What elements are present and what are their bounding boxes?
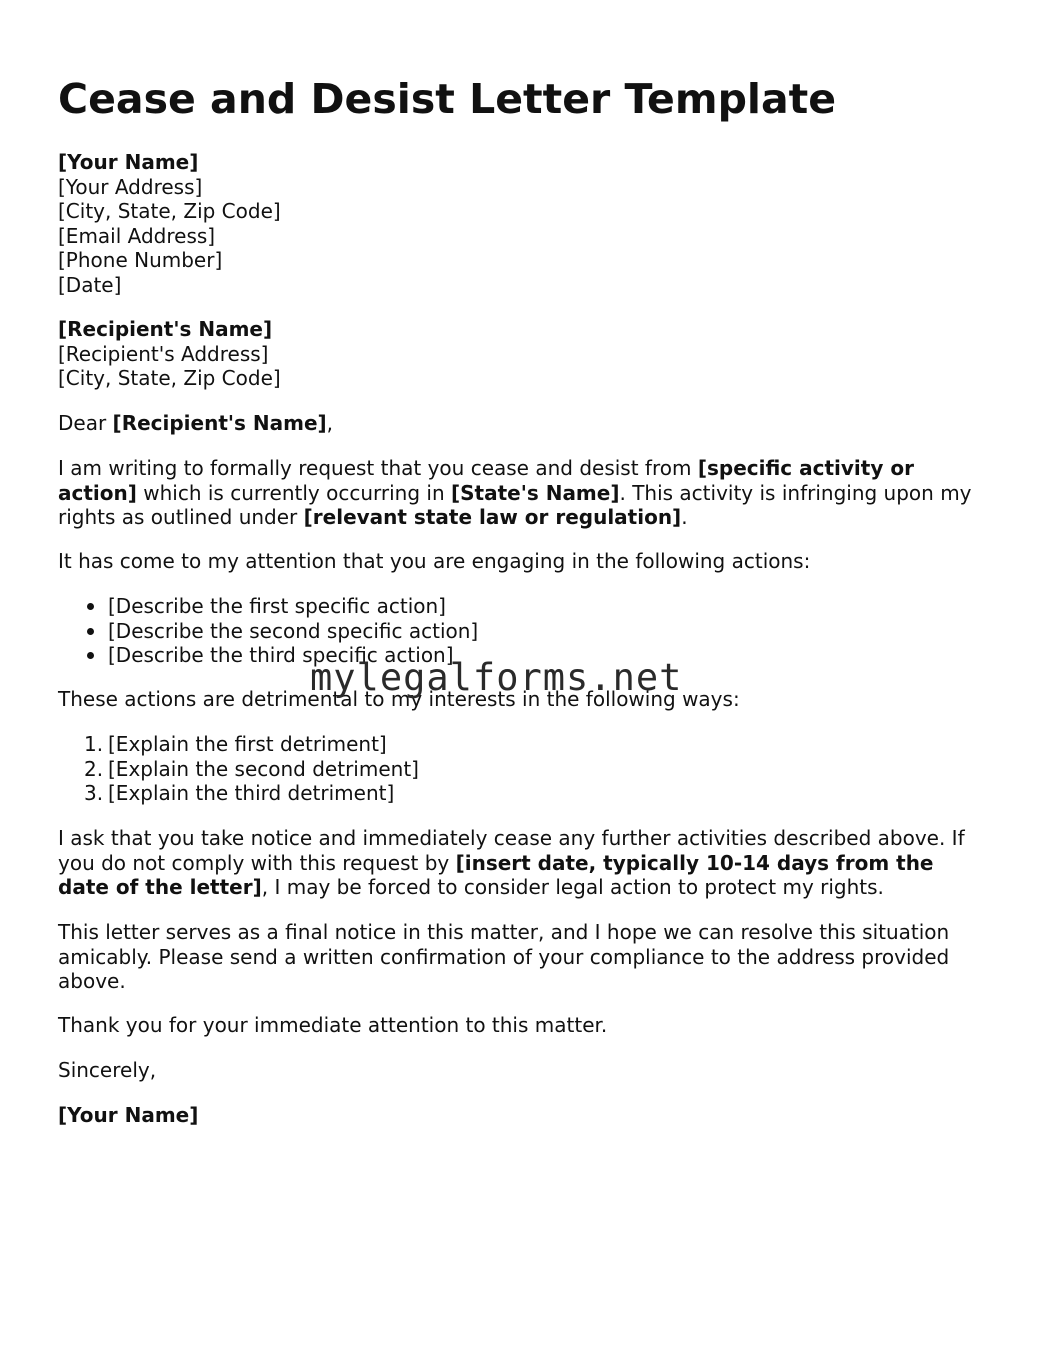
- salutation: [58, 411, 998, 436]
- list-item: [Describe the first specific action]: [58, 594, 998, 619]
- detriments-list: [58, 732, 998, 806]
- p1-bold-state: [State's Name]: [450, 480, 620, 505]
- closing-text: Sincerely,: [58, 1058, 157, 1082]
- p6-text: Thank you for your immediate attention to this matter.: [58, 1013, 608, 1037]
- page-title: Cease and Desist Letter Template: [58, 75, 837, 123]
- salutation-prefix: Dear: [58, 411, 113, 435]
- p4-text-1: you do not comply with this request by: [58, 850, 456, 875]
- list-item: [58, 757, 998, 782]
- sender-phone: [Phone Number]: [58, 248, 223, 272]
- p2-text: It has come to my attention that you are engaging in the following actions:: [58, 549, 811, 573]
- sender-block: [58, 150, 998, 297]
- list-item-text: [Explain the first detriment]: [108, 732, 387, 756]
- sender-city: [City, State, Zip Code]: [58, 199, 281, 223]
- p5-line-3: above.: [58, 969, 126, 993]
- p4-text-2: , I may be forced to consider legal action to protect my rights.: [261, 875, 884, 899]
- list-item: [58, 732, 998, 757]
- p3-text: These actions are detrimental to my interests in the following ways:: [58, 687, 740, 711]
- salutation-name: [Recipient's Name]: [112, 411, 327, 435]
- p4-line-1: I ask that you take notice and immediately cease any further activities described above. If: [58, 826, 965, 850]
- p5-line-1: This letter serves as a final notice in this matter, and I hope we can resolve this situation: [58, 920, 950, 944]
- recipient-name: [Recipient's Name]: [58, 317, 273, 341]
- list-number: 1.: [84, 732, 104, 756]
- paragraph-notice: [58, 826, 998, 900]
- sender-address: [Your Address]: [58, 174, 203, 199]
- signature: [58, 1103, 998, 1128]
- watermark-text: mylegalforms.net: [310, 656, 683, 699]
- paragraph-request: [58, 456, 998, 530]
- paragraph-attention: [58, 549, 998, 574]
- p1-text-1: I am writing to formally request that you cease and desist from: [58, 456, 698, 480]
- paragraph-final-notice: [58, 920, 998, 994]
- p1-bold-activity-end: action]: [58, 480, 137, 505]
- list-number: 3.: [84, 781, 104, 805]
- p1-bold-activity: [specific activity or: [697, 456, 914, 480]
- list-item: [58, 781, 998, 806]
- p1-bold-law: [relevant state law or regulation]: [303, 505, 682, 529]
- p1-text-4: rights as outlined under: [58, 505, 304, 529]
- closing: [58, 1058, 998, 1083]
- list-item: [Describe the second specific action]: [58, 619, 998, 644]
- signature-name: [Your Name]: [58, 1103, 199, 1127]
- recipient-address: [Recipient's Address]: [58, 341, 269, 366]
- recipient-block: [58, 317, 998, 391]
- recipient-city: [City, State, Zip Code]: [58, 366, 281, 390]
- list-item: [Describe the third specific action]: [58, 643, 998, 668]
- list-item-text: [Explain the third detriment]: [108, 781, 395, 805]
- p4-bold-date: [insert date, typically 10-14 days from the: [455, 850, 934, 875]
- list-number: 2.: [84, 756, 104, 781]
- p1-text-5: .: [681, 505, 688, 529]
- p1-text-3: . This activity is infringing upon my: [619, 480, 972, 505]
- sender-email: [Email Address]: [58, 223, 216, 248]
- paragraph-thanks: [58, 1013, 998, 1038]
- p5-line-2: amicably. Please send a written confirmation of your compliance to the address provided: [58, 944, 950, 969]
- p4-bold-date-end: date of the letter]: [58, 875, 262, 899]
- sender-name: [Your Name]: [58, 150, 199, 174]
- sender-date: [Date]: [58, 272, 122, 297]
- p1-text-2: which is currently occurring in: [136, 480, 451, 505]
- list-item-text: [Explain the second detriment]: [108, 756, 419, 781]
- salutation-suffix: ,: [326, 411, 334, 435]
